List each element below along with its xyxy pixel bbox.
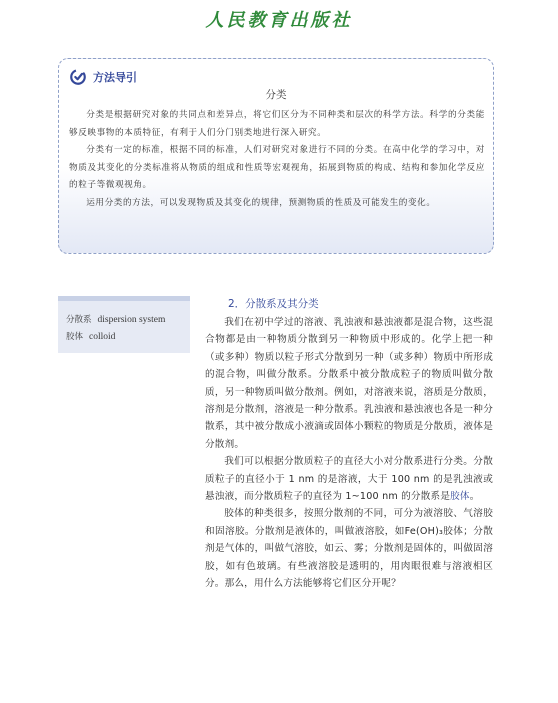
text-run: 。 — [469, 491, 480, 503]
method-paragraph: 分类是根据研究对象的共同点和差异点，将它们区分为不同种类和层次的科学方法。科学的分类能够反映事物的本质特征，有利于人们分门别类地进行深入研究。 — [69, 110, 485, 138]
method-paragraph: 分类有一定的标准，根据不同的标准，人们对研究对象进行不同的分类。在高中化学的学习中，对物质及其变化的分类标准将从物质的组成和性质等宏观视角，拓展到物质的构成、结构和参加化学反应的粒子等微观视角。 — [69, 145, 485, 190]
key-term: 胶体 — [450, 491, 470, 503]
glossary-term-en: dispersion system — [97, 315, 166, 325]
method-guide-icon — [69, 68, 87, 86]
method-guide-header — [69, 67, 137, 87]
body-paragraph — [205, 453, 493, 505]
text-run: 我们可以根据分散质粒子的直径大小对分散系进行分类。分散质粒子的直径小于 1 nm 的是溶液，大于 100 nm 的是乳浊液或悬浊液，而分散质粒子的直径为 1~100 nm 的分散系是 — [205, 456, 493, 503]
body-paragraph: 胶体的种类很多，按照分散剂的不同，可分为液溶胶、气溶胶和固溶胶。分散剂是液体的，叫做液溶胶，如Fe(OH)₃胶体；分散剂是气体的，叫做气溶胶，如云、雾；分散剂是固体的，叫做固溶胶，如有色玻璃。有些液溶胶是透明的，用肉眼很难与溶液相区分。那么，用什么方法能够将它们区分开呢？ — [205, 508, 493, 590]
glossary-term — [66, 330, 115, 342]
glossary-term-zh: 分散系 — [66, 315, 92, 325]
section-heading: 2．分散系及其分类 — [228, 298, 319, 310]
publisher-logo: 人民教育出版社 — [205, 10, 353, 31]
main-text — [205, 314, 493, 593]
glossary-sidebar — [58, 296, 190, 353]
glossary-term-zh: 胶体 — [66, 332, 84, 342]
method-paragraph: 运用分类的方法，可以发现物质及其变化的规律，预测物质的性质及可能发生的变化。 — [86, 197, 436, 208]
method-guide-heading: 分类 — [265, 89, 287, 101]
method-guide-box — [58, 58, 494, 254]
glossary-term — [66, 313, 165, 325]
glossary-term-en: colloid — [89, 332, 116, 342]
method-guide-body — [69, 107, 485, 212]
body-paragraph: 我们在初中学过的溶液、乳浊液和悬浊液都是混合物，这些混合物都是由一种物质分散到另一种物质中形成的。化学上把一种（或多种）物质以粒子形式分散到另一种（或多种）物质中所形成的混合物，叫做分散系。分散系中被分散成粒子的物质叫做分散质，另一种物质叫做分散剂。例如，对溶液来说，溶质是分散质，溶剂是分散剂，溶液是一种分散系。乳浊液和悬浊液也各是一种分散系，其中被分散成小液滴或固体小颗粒的物质是分散质，液体是分散剂。 — [205, 317, 493, 450]
method-guide-label: 方法导引 — [93, 71, 137, 84]
